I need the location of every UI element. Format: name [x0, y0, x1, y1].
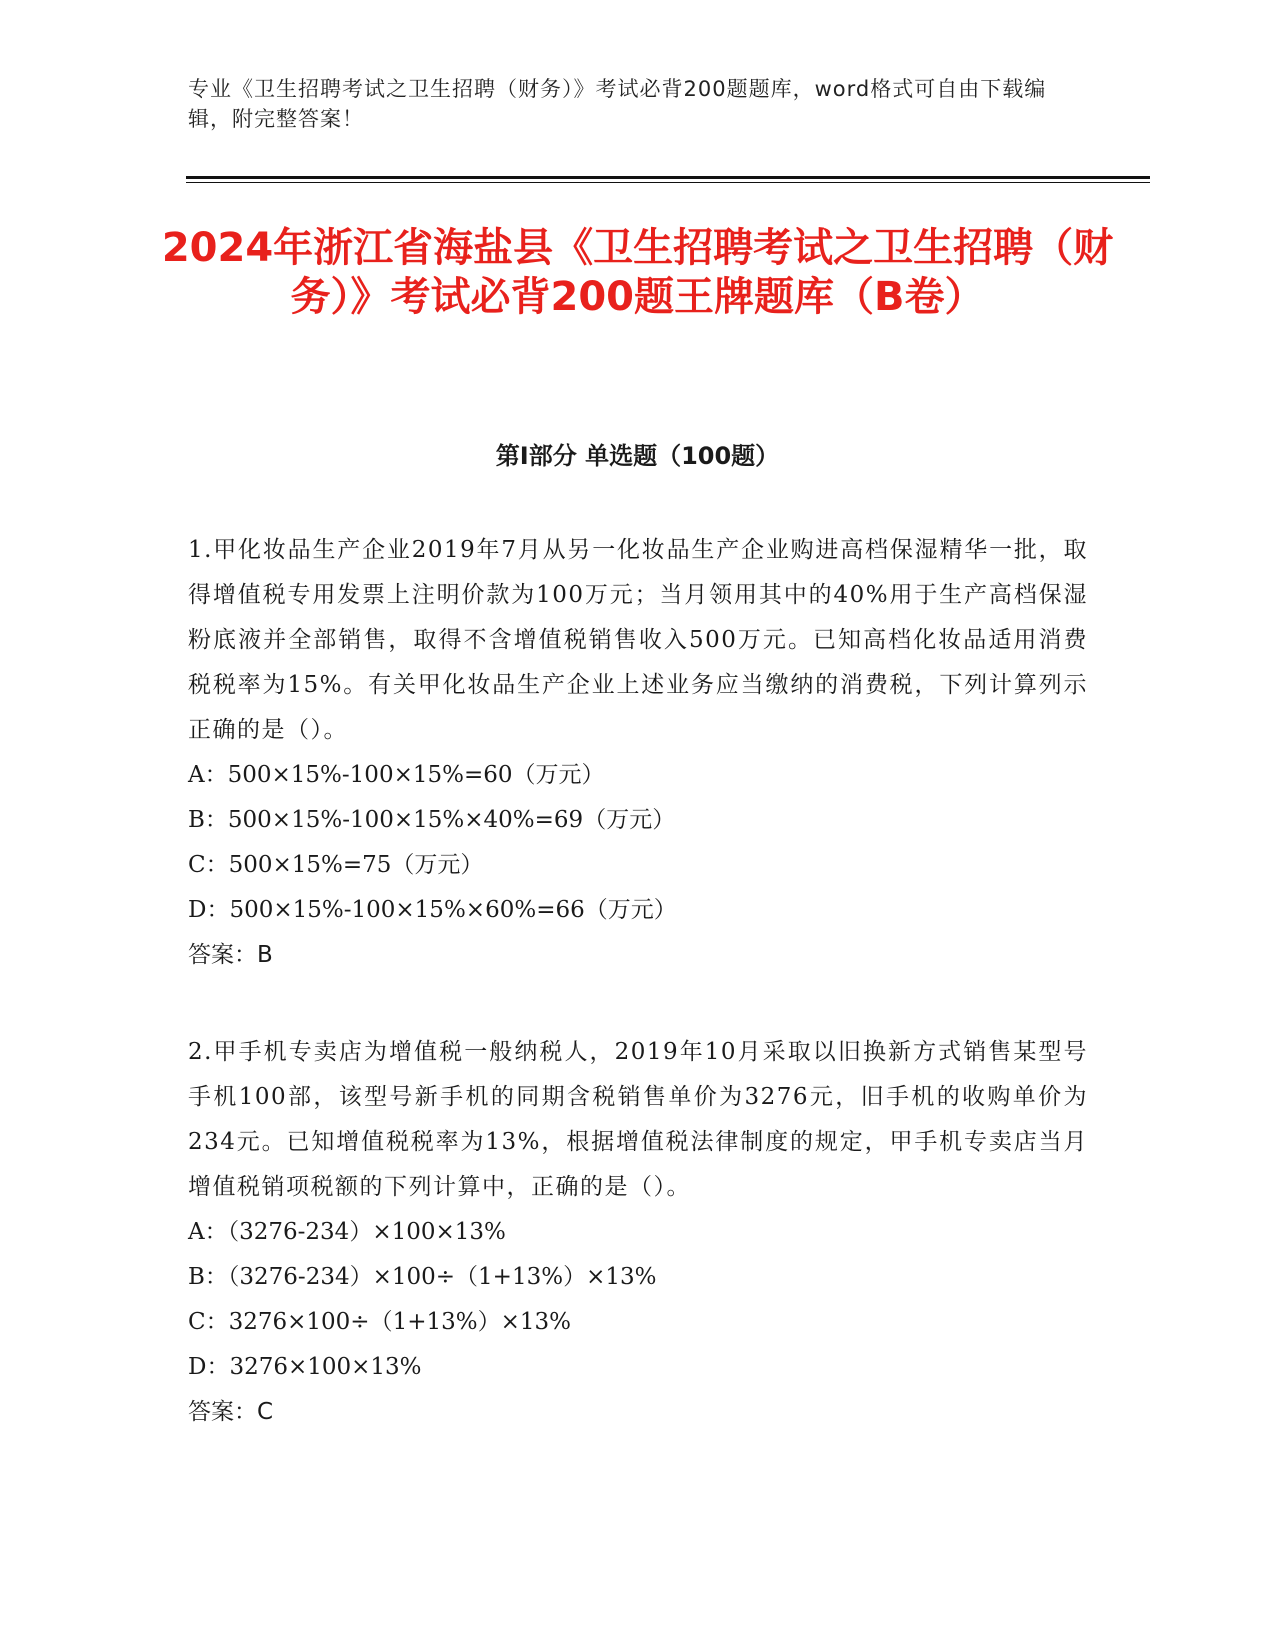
header-divider-thin: [186, 182, 1150, 183]
option-a: A：（3276-234）×100×13%: [188, 1219, 506, 1245]
question-stem: 1.甲化妆品生产企业2019年7月从另一化妆品生产企业购进高档保湿精华一批，取得增值税专用发票上注明价款为100万元；当月领用其中的40%用于生产高档保湿粉底液并全部销售，取得不含增值税销售收入500万元。已知高档化妆品适用消费税税率为15%。有关甲化妆品生产企业上述业务应当缴纳的消费税，下列计算列示正确的是（）。: [188, 537, 1088, 743]
option-b: B：500×15%-100×15%×40%=69（万元）: [188, 807, 676, 833]
option-d: D：3276×100×13%: [188, 1354, 422, 1380]
option-b: B：（3276-234）×100÷（1+13%）×13%: [188, 1264, 657, 1290]
header-divider-thick: [186, 176, 1150, 179]
option-d: D：500×15%-100×15%×60%=66（万元）: [188, 897, 677, 923]
header-note: 专业《卫生招聘考试之卫生招聘（财务）》考试必背200题题库，word格式可自由下载编辑，附完整答案！: [188, 77, 1047, 131]
option-a: A：500×15%-100×15%=60（万元）: [188, 762, 605, 788]
document-title: 2024年浙江省海盐县《卫生招聘考试之卫生招聘（财务）》考试必背200题王牌题库（B卷）: [161, 225, 1114, 320]
option-c: C：500×15%=75（万元）: [188, 852, 484, 878]
answer-line: 答案：B: [188, 942, 273, 968]
option-c: C：3276×100÷（1+13%）×13%: [188, 1309, 571, 1335]
question-2: [188, 1030, 1088, 1435]
answer-line: 答案：C: [188, 1399, 274, 1425]
question-1: [188, 528, 1088, 978]
section-title: 第I部分 单选题（100题）: [495, 442, 780, 470]
question-stem: 2.甲手机专卖店为增值税一般纳税人，2019年10月采取以旧换新方式销售某型号手机100部，该型号新手机的同期含税销售单价为3276元，旧手机的收购单价为234元。已知增值税税率为13%，根据增值税法律制度的规定，甲手机专卖店当月增值税销项税额的下列计算中，正确的是（）。: [188, 1039, 1088, 1200]
